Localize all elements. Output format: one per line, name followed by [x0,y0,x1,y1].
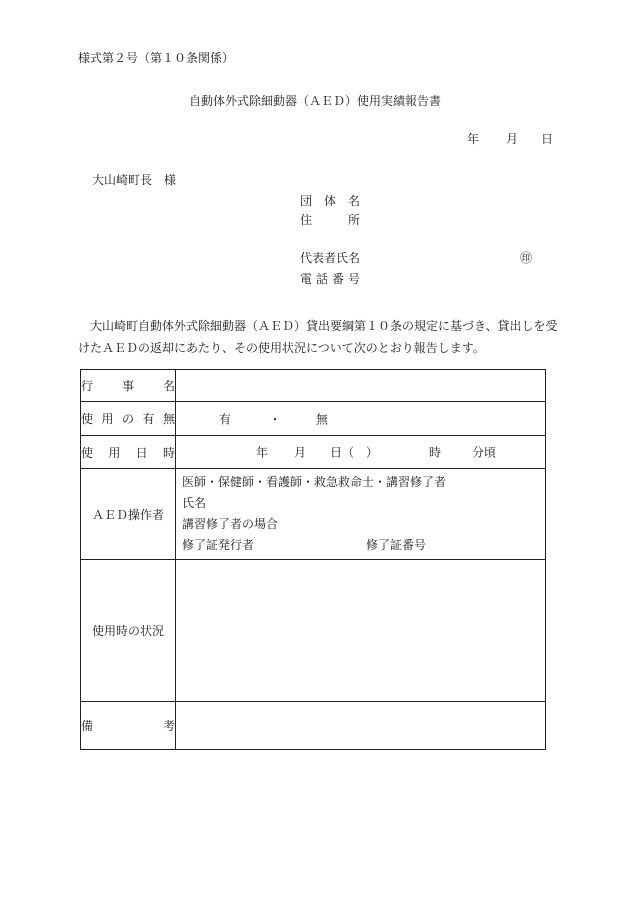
operator-name-label: 氏名 [182,496,207,510]
address-label: 住 所 [300,213,360,227]
operator-label: ＡＥＤ操作者 [81,469,176,560]
row-remarks [81,702,546,750]
org-name-label: 団 体 名 [300,194,360,208]
operator-cert-number-label: 修了証番号 [366,538,427,552]
dt-minute: 分頃 [472,445,497,460]
report-table [80,369,546,750]
date-day-label: 日 [541,132,554,146]
row-datetime [81,436,546,469]
remarks-field[interactable] [176,702,546,750]
usage-field[interactable] [176,402,546,436]
datetime-label: 使 用 日 時 [81,436,176,469]
event-name-label: 行 事 名 [81,370,176,402]
dt-month: 月 [294,445,307,460]
usage-no[interactable]: 無 [316,412,329,426]
date-year-label: 年 [467,132,480,146]
usage-yes[interactable]: 有 [219,412,232,426]
row-event-name [81,370,546,402]
usage-label: 使 用 の 有 無 [81,402,176,436]
document-title: 自動体外式除細動器（ＡＥＤ）使用実績報告書 [188,94,441,108]
addressee: 大山崎町長 様 [92,173,177,187]
phone-number-label: 電 話 番 号 [300,272,360,286]
row-operator [81,469,546,560]
operator-field[interactable] [176,469,546,560]
situation-field[interactable] [176,560,546,702]
dt-year: 年 [256,445,269,460]
operator-issuer-label: 修了証発行者 [182,538,255,552]
operator-cert-line [176,535,545,556]
representative-name-label: 代表者氏名 [300,251,361,265]
operator-types: 医師・保健師・看護師・救急救命士・講習修了者 [182,475,447,489]
datetime-field[interactable] [176,436,546,469]
row-situation [81,560,546,702]
situation-label: 使用時の状況 [81,560,176,702]
form-number: 様式第２号（第１０条関係） [78,51,235,65]
report-statement: 大山崎町自動体外式除細動器（ＡＥＤ）貸出要綱第１０条の規定に基づき、貸出しを受けたＡＥＤの返却にあたり、その使用状況について次のとおり報告します。 [78,319,558,355]
row-usage [81,402,546,436]
seal-mark: ㊞ [520,251,533,265]
remarks-label: 備 考 [81,702,176,750]
event-name-field[interactable] [176,370,546,402]
operator-course-label: 講習修了者の場合 [182,517,279,531]
dt-day: 日（ ） [330,445,379,460]
dt-hour: 時 [429,445,442,460]
date-month-label: 月 [506,132,519,146]
usage-separator: ・ [269,412,282,426]
